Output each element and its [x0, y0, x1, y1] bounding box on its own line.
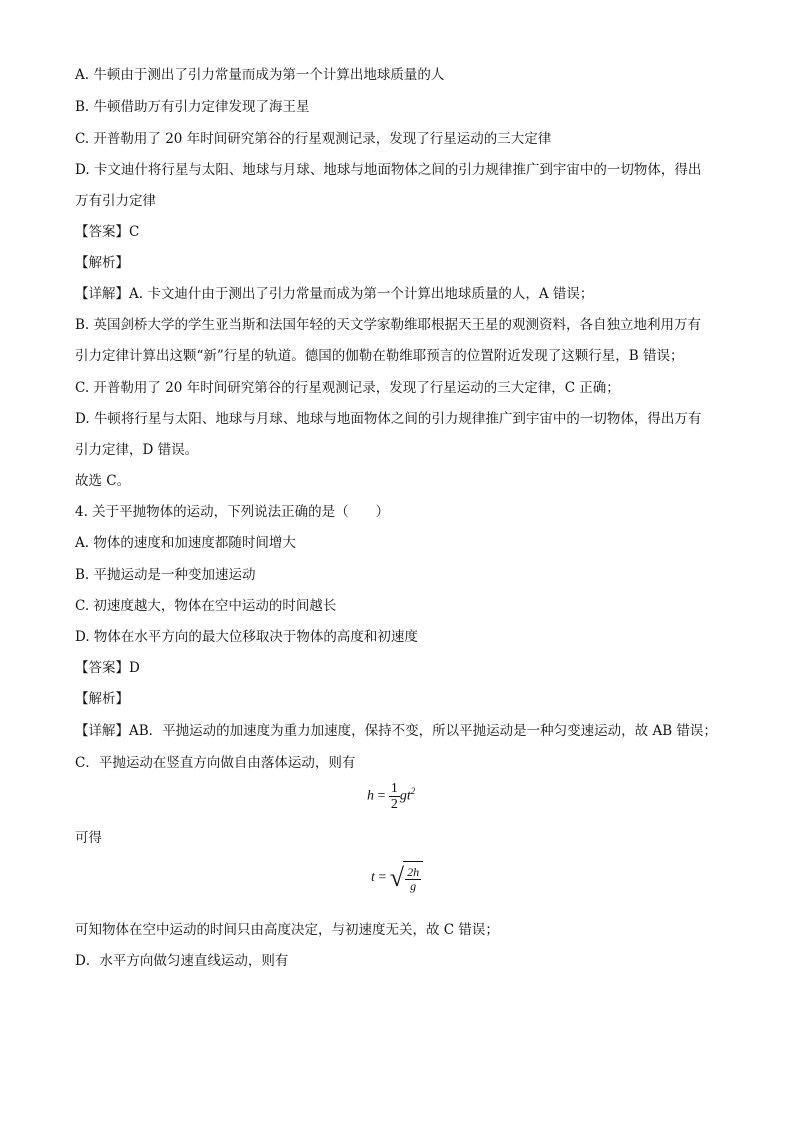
formula-height-numerator: 1	[390, 781, 398, 796]
formula-time-fraction	[405, 866, 421, 893]
formula-time	[371, 861, 423, 895]
option-d-q4: D. 物体在水平方向的最大位移取决于物体的高度和初速度	[75, 629, 418, 645]
formula-height	[367, 781, 415, 812]
detail-d-q3-cont: 引力定律，D 错误。	[75, 442, 199, 458]
formula-time-numerator: 2h	[407, 865, 420, 879]
formula-height-lhs: h	[367, 788, 374, 804]
analysis-heading-q4: 【解析】	[75, 691, 129, 707]
detail-c-q4: C．平抛运动在竖直方向做自由落体运动，则有	[75, 755, 356, 771]
formula-height-exponent: 2	[410, 786, 416, 797]
option-c-q4: C. 初速度越大，物体在空中运动的时间越长	[75, 598, 337, 614]
sqrt-symbol: √ $\frac{2h}{g}$	[390, 861, 423, 895]
formula-height-fraction	[389, 781, 400, 812]
detail-d-q3: D. 牛顿将行星与太阳、地球与月球、地球与地面物体之间的引力规律推广到宇宙中的一切物体，得出万有	[75, 411, 702, 427]
detail-b-q3-cont: 引力定律计算出这颗“新”行星的轨道。德国的伽勒在勒维耶预言的位置附近发现了这颗行星，B 错误；	[75, 348, 684, 364]
analysis-heading-q3: 【解析】	[75, 255, 129, 271]
answer-q4: 【答案】D	[75, 660, 140, 676]
detail-a-q3: 【详解】A. 卡文迪什由于测出了引力常量而成为第一个计算出地球质量的人，A 错误；	[75, 286, 594, 302]
option-a-q4: A. 物体的速度和加速度都随时间增大	[75, 535, 296, 551]
choice-q3: 故选 C。	[75, 473, 131, 489]
formula-height-eq: =	[377, 788, 386, 804]
formula-time-eq: =	[378, 870, 387, 886]
formula-height-denominator: 2	[390, 797, 398, 812]
option-d-q3-cont: 万有引力定律	[75, 193, 156, 209]
question-4-stem: 4. 关于平抛物体的运动，下列说法正确的是（ ）	[75, 504, 390, 520]
formula-height-rhs: gt	[399, 788, 411, 804]
option-b-q3: B. 牛顿借助万有引力定律发现了海王星	[75, 99, 310, 115]
formula-time-denominator: g	[410, 879, 417, 893]
option-a-q3: A. 牛顿由于测出了引力常量而成为第一个计算出地球质量的人	[75, 67, 445, 83]
detail-ab-q4: 【详解】AB．平抛运动的加速度为重力加速度，保持不变，所以平抛运动是一种匀变速运动，故 AB 错误；	[75, 723, 717, 739]
answer-q3: 【答案】C	[75, 224, 140, 240]
conclusion-c-q4: 可知物体在空中运动的时间只由高度决定，与初速度无关，故 C 错误；	[75, 922, 499, 938]
detail-c-q3: C. 开普勒用了 20 年时间研究第谷的行星观测记录，发现了行星运动的三大定律，C 正确；	[75, 380, 620, 396]
option-d-q3: D. 卡文迪什将行星与太阳、地球与月球、地球与地面物体之间的引力规律推广到宇宙中的一切物体，得出	[75, 162, 702, 178]
formula-time-lhs: t	[371, 870, 375, 886]
detail-d-q4: D．水平方向做匀速直线运动，则有	[75, 953, 289, 969]
derive-label: 可得	[75, 830, 102, 846]
option-c-q3: C. 开普勒用了 20 年时间研究第谷的行星观测记录，发现了行星运动的三大定律	[75, 131, 552, 147]
detail-b-q3: B. 英国剑桥大学的学生亚当斯和法国年轻的天文学家勒维耶根据天王星的观测资料，各自独立地利用万有	[75, 317, 702, 333]
option-b-q4: B. 平抛运动是一种变加速运动	[75, 567, 256, 583]
